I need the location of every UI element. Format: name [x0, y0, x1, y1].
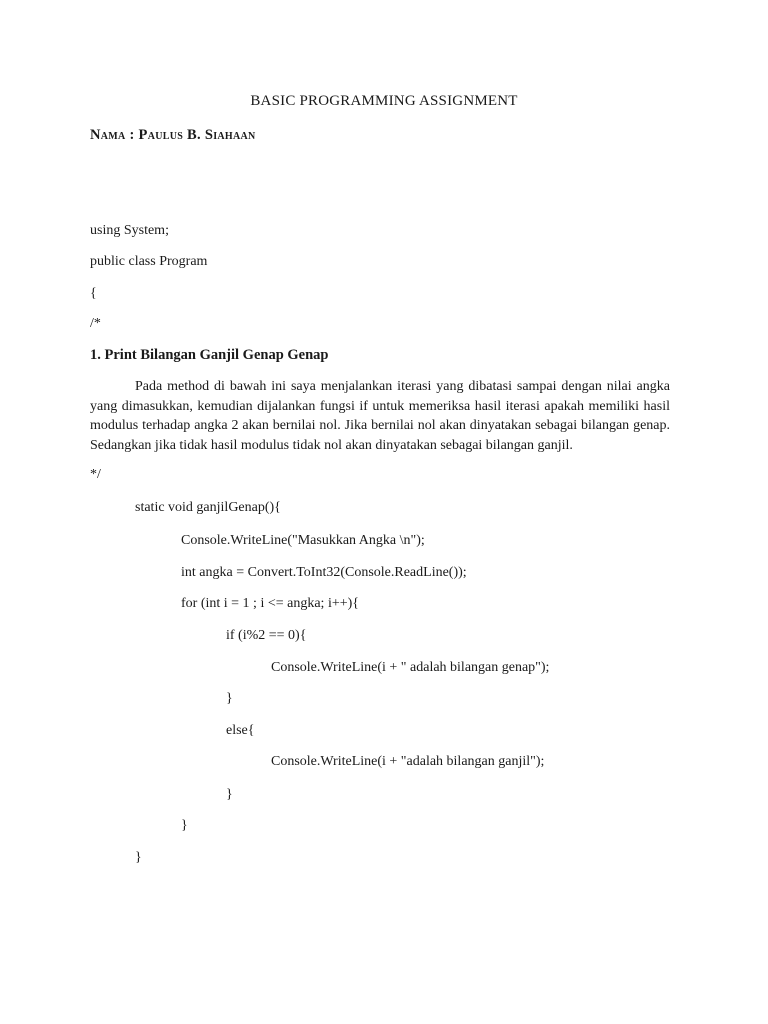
code-line: Console.WriteLine("Masukkan Angka \n"); — [181, 533, 425, 548]
code-line: if (i%2 == 0){ — [226, 628, 307, 643]
code-line: int angka = Convert.ToInt32(Console.ReadLine()); — [181, 565, 467, 580]
description-paragraph: Pada method di bawah ini saya menjalankan iterasi yang dibatasi sampai dengan nilai angka yang dimasukkan, kemudian dijalankan fungsi if untuk memeriksa hasil iterasi apakah memiliki hasil modulus terhadap angka 2 akan bernilai nol. Jika bernilai nol akan dinyatakan sebagai bilangan genap. Sedangkan jika tidak hasil modulus tidak nol akan dinyatakan sebagai bilangan ganjil. — [90, 379, 670, 453]
code-line: else{ — [226, 723, 255, 738]
comment-start: /* — [90, 316, 101, 331]
code-using-line: using System; — [90, 223, 169, 238]
code-line: Console.WriteLine(i + " adalah bilangan genap"); — [271, 660, 550, 675]
document-title: BASIC PROGRAMMING ASSIGNMENT — [250, 93, 518, 109]
code-line: static void ganjilGenap(){ — [135, 500, 281, 515]
code-line: } — [226, 691, 233, 706]
code-line: Console.WriteLine(i + "adalah bilangan ganjil"); — [271, 754, 545, 769]
section-heading: 1. Print Bilangan Ganjil Genap Genap — [90, 347, 329, 363]
code-line: } — [226, 787, 233, 802]
code-line: } — [135, 850, 142, 865]
comment-end: */ — [90, 467, 101, 482]
author-name: Nama : Paulus B. Siahaan — [90, 127, 256, 143]
code-class-line: public class Program — [90, 254, 208, 269]
code-line: for (int i = 1 ; i <= angka; i++){ — [181, 596, 360, 611]
code-open-brace: { — [90, 286, 97, 301]
code-line: } — [181, 818, 188, 833]
